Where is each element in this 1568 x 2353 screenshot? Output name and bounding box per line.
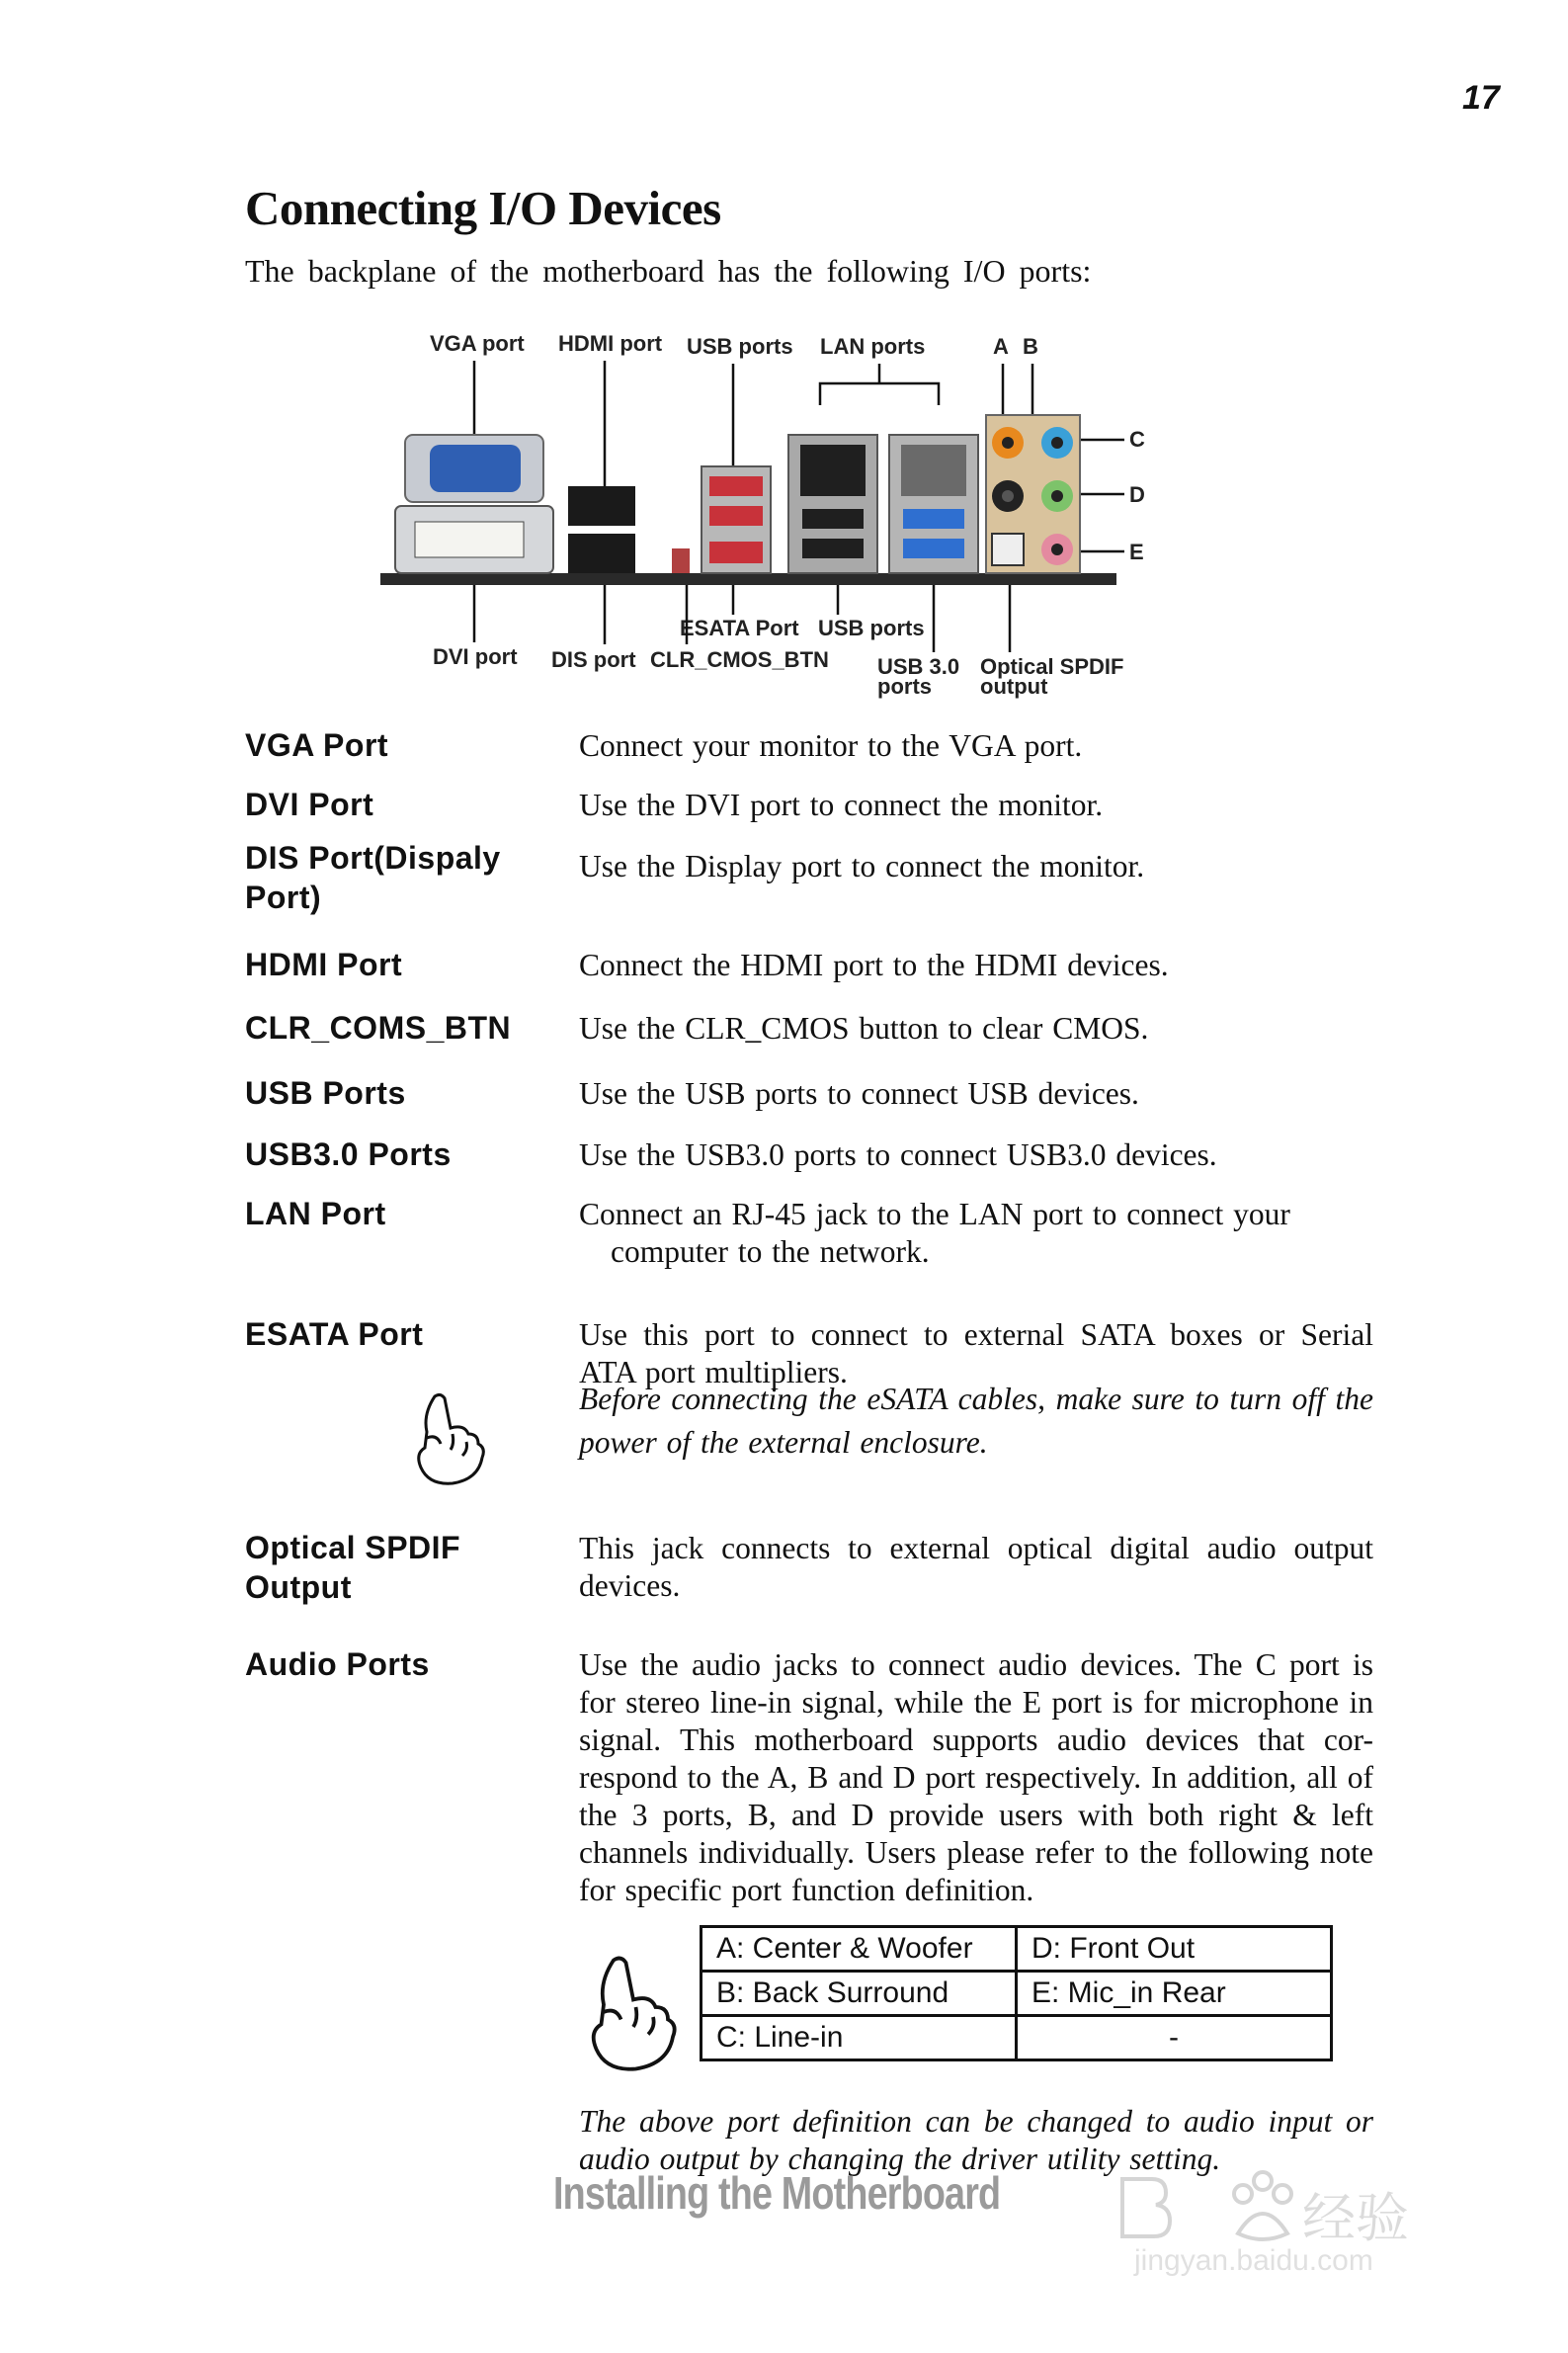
io-backplane-diagram xyxy=(375,326,1166,702)
dis-port-label: DIS port xyxy=(551,647,636,672)
desc-hdmi-port: Connect the HDMI port to the HDMI devices. xyxy=(579,948,1169,982)
desc-lan-port-line1: Connect an RJ-45 jack to the LAN port to connect your xyxy=(579,1197,1290,1231)
term-hdmi-port: HDMI Port xyxy=(245,947,403,982)
footer-section-title: Installing the Motherboard xyxy=(553,2167,1001,2219)
term-vga-port: VGA Port xyxy=(245,727,389,763)
term-optical-spdif-line2: Output xyxy=(245,1569,352,1605)
spdif-label-line2: output xyxy=(980,674,1048,699)
term-esata-port: ESATA Port xyxy=(245,1316,424,1352)
usb3-label-line1: USB 3.0 xyxy=(877,654,960,679)
table-cell: A: Center & Woofer xyxy=(701,1927,1017,1972)
pointing-hand-icon xyxy=(579,1949,678,2075)
usb3-label-line2: ports xyxy=(877,674,932,699)
dvi-port-label: DVI port xyxy=(433,644,518,669)
audio-note: The above port definition can be changed to audio input or audio output by changing the driver utility setting. xyxy=(579,2104,1373,2176)
table-cell: - xyxy=(1017,2016,1332,2060)
vga-port-label: VGA port xyxy=(430,331,525,356)
audio-a-label: A xyxy=(993,334,1009,359)
intro-text: The backplane of the motherboard has the following I/O ports: xyxy=(245,253,1092,289)
clr-cmos-label: CLR_CMOS_BTN xyxy=(650,647,829,672)
usb-ports-top-label: USB ports xyxy=(687,334,793,359)
desc-dis-port: Use the Display port to connect the monitor. xyxy=(579,849,1145,883)
term-clr-coms-btn: CLR_COMS_BTN xyxy=(245,1010,512,1046)
desc-optical-spdif: This jack connects to external optical digital audio output devices. xyxy=(579,1531,1373,1603)
term-dis-port-line1: DIS Port(Dispaly xyxy=(245,840,501,876)
term-dis-port xyxy=(245,838,501,917)
table-row xyxy=(701,1972,1332,2016)
hdmi-port-label: HDMI port xyxy=(558,331,663,356)
spdif-label-line1: Optical SPDIF xyxy=(980,654,1124,679)
term-dvi-port: DVI Port xyxy=(245,787,374,822)
table-row xyxy=(701,2016,1332,2060)
audio-c-label: C xyxy=(1129,427,1145,452)
baidu-jingyan-watermark xyxy=(1114,2159,1470,2278)
audio-d-label: D xyxy=(1129,482,1145,507)
audio-b-label: B xyxy=(1023,334,1038,359)
term-usb3-ports: USB3.0 Ports xyxy=(245,1136,452,1172)
lan-ports-label: LAN ports xyxy=(820,334,926,359)
term-audio-ports: Audio Ports xyxy=(245,1646,430,1682)
pointing-hand-icon xyxy=(407,1388,486,1487)
term-optical-spdif xyxy=(245,1528,460,1607)
usb-ports-bottom-label: USB ports xyxy=(818,616,925,640)
desc-dvi-port: Use the DVI port to connect the monitor. xyxy=(579,788,1104,822)
term-dis-port-line2: Port) xyxy=(245,880,322,915)
esata-note: Before connecting the eSATA cables, make sure to turn off the power of the external enclosure. xyxy=(579,1382,1373,1460)
term-optical-spdif-line1: Optical SPDIF xyxy=(245,1530,461,1565)
watermark-url: jingyan.baidu.com xyxy=(1134,2244,1373,2277)
desc-lan-port xyxy=(579,1196,1373,1271)
watermark-logo-text: 经验 xyxy=(1302,2187,1409,2249)
desc-clr-coms-btn: Use the CLR_CMOS button to clear CMOS. xyxy=(579,1011,1149,1046)
desc-vga-port: Connect your monitor to the VGA port. xyxy=(579,728,1083,763)
page-number: 17 xyxy=(1462,79,1500,117)
audio-e-label: E xyxy=(1129,540,1144,564)
desc-lan-port-line2: computer to the network. xyxy=(611,1234,930,1269)
audio-port-table xyxy=(700,1925,1333,2061)
desc-usb3-ports: Use the USB3.0 ports to connect USB3.0 devices. xyxy=(579,1137,1217,1172)
esata-port-label: ESATA Port xyxy=(680,616,799,640)
term-lan-port: LAN Port xyxy=(245,1196,386,1231)
desc-audio-ports: Use the audio jacks to connect audio devices. The C port is for stereo line-in signal, while the E port is for microphone in signal. This motherboard supports audio devices that cor-respond to the A, B and D port respectively. In addition, all of the 3 ports, B, and D provide users with both right & left channels individually. Users please refer to the following note for specific port function definition. xyxy=(579,1647,1373,1907)
desc-usb-ports: Use the USB ports to connect USB devices. xyxy=(579,1076,1139,1111)
term-usb-ports: USB Ports xyxy=(245,1075,406,1111)
table-cell: B: Back Surround xyxy=(701,1972,1017,2016)
table-row xyxy=(701,1927,1332,1972)
table-cell: C: Line-in xyxy=(701,2016,1017,2060)
table-cell: E: Mic_in Rear xyxy=(1017,1972,1332,2016)
table-cell: D: Front Out xyxy=(1017,1927,1332,1972)
desc-esata-port: Use this port to connect to external SATA boxes or Serial ATA port multipliers. xyxy=(579,1317,1373,1389)
section-title: Connecting I/O Devices xyxy=(245,181,721,235)
